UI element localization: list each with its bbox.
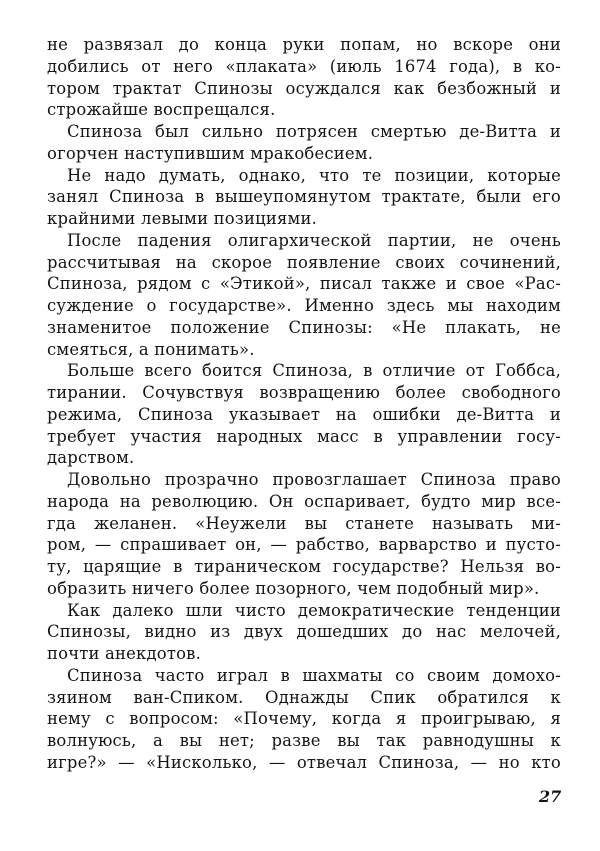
text-line: не развязал до конца руки попам, но вскоре они bbox=[47, 35, 561, 54]
text-line: нему с вопросом: «Почему, когда я проигрываю, я bbox=[47, 709, 561, 729]
text-line: огорчен наступившим мракобесием. bbox=[47, 143, 374, 163]
text-line: крайними левыми позициями. bbox=[47, 209, 317, 228]
paragraph-6 bbox=[47, 469, 561, 600]
paragraph-1 bbox=[47, 34, 561, 121]
text-line: Больше всего боится Спиноза, в отличие от Гоббса, bbox=[67, 361, 561, 381]
text-line: Спиноза был сильно потрясен смертью де-Витта и bbox=[67, 122, 561, 141]
text-line: дарством. bbox=[47, 448, 135, 468]
text-line: тирании. Сочувствуя возвращению более свободного bbox=[47, 383, 561, 402]
text-line: Спиноза, рядом с «Этикой», писал также и свое «Рас- bbox=[47, 274, 561, 294]
paragraph-3 bbox=[47, 165, 561, 230]
text-line: образить ничего более позорного, чем подобный мир». bbox=[47, 578, 540, 598]
text-line: смеяться, а понимать». bbox=[47, 339, 255, 359]
text-line: игре?» — «Нисколько, — отвечал Спиноза, — но кто bbox=[47, 752, 561, 772]
paragraph-2 bbox=[47, 121, 561, 165]
text-line: строжайше воспрещался. bbox=[47, 100, 276, 120]
text-line: рассчитывая на скорое появление своих сочинений, bbox=[47, 252, 561, 272]
paragraph-8 bbox=[47, 665, 561, 774]
paragraph-4 bbox=[47, 230, 561, 361]
text-line: Довольно прозрачно провозглашает Спиноза право bbox=[67, 470, 561, 489]
text-line: ром, — спрашивает он, — рабство, варварство и пусто- bbox=[47, 535, 561, 555]
book-page-text bbox=[47, 34, 561, 774]
text-line: режима, Спиноза указывает на ошибки де-Витта и bbox=[47, 404, 561, 424]
text-line: народа на революцию. Он оспаривает, будто мир все- bbox=[47, 491, 561, 511]
text-line: почти анекдотов. bbox=[47, 644, 202, 663]
text-line: ту, царящие в тираническом государстве? Нельзя во- bbox=[47, 557, 561, 576]
text-line: Спиноза часто играл в шахматы со своим домохо- bbox=[67, 665, 561, 685]
text-line: требует участия народных масс в управлении госу- bbox=[47, 426, 561, 446]
paragraph-7 bbox=[47, 600, 561, 665]
text-line: знаменитое положение Спинозы: «Не плакать, не bbox=[47, 317, 561, 337]
text-line: занял Спиноза в вышеупомянутом трактате, были его bbox=[47, 187, 561, 207]
text-line: суждение о государстве». Именно здесь мы находим bbox=[47, 296, 561, 315]
text-line: После падения олигархической партии, не очень bbox=[67, 230, 561, 250]
text-line: Не надо думать, однако, что те позиции, которые bbox=[67, 165, 561, 185]
text-line: волнуюсь, а вы нет; разве вы так равнодушны к bbox=[47, 731, 561, 750]
text-line: Как далеко шли чисто демократические тенденции bbox=[67, 600, 561, 620]
text-line: тором трактат Спинозы осуждался как безбожный и bbox=[47, 78, 561, 98]
page-number: 27 bbox=[539, 787, 562, 806]
text-line: зяином ван-Спиком. Однажды Спик обратился к bbox=[47, 687, 561, 707]
paragraph-5 bbox=[47, 360, 561, 469]
text-line: гда желанен. «Неужели вы станете называть ми- bbox=[47, 513, 561, 533]
text-line: Спинозы, видно из двух дошедших до нас мелочей, bbox=[47, 622, 561, 642]
text-line: добились от него «плаката» (июль 1674 года), в ко- bbox=[47, 56, 561, 76]
